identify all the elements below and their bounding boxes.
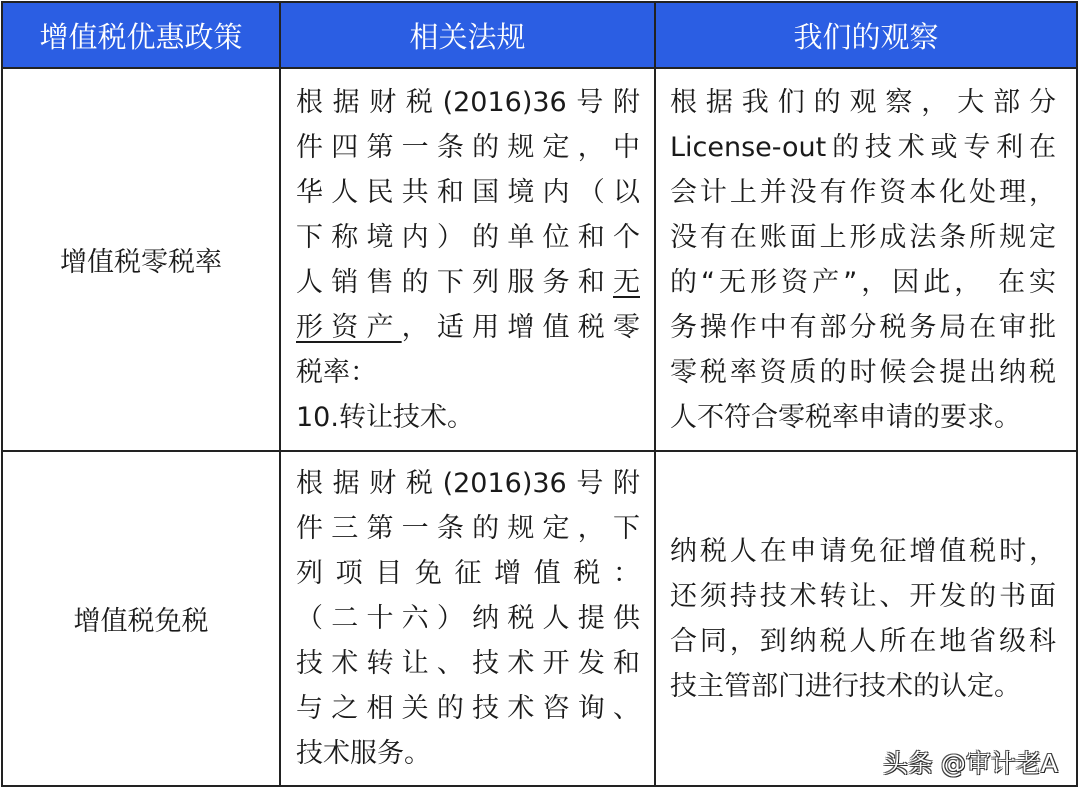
observation-cell (655, 68, 1077, 451)
regulation-cell (280, 68, 655, 451)
regulation-line (296, 350, 640, 395)
observation-line: 根据我们的观察，大部分 (670, 86, 1056, 118)
text-segment: 10.转让技术。 (296, 401, 474, 433)
text-segment: （二十六）纳税人提供 (296, 603, 640, 634)
observation-line: 务操作中有部分税务局在审批 (670, 311, 1056, 343)
text-segment: 税率： (296, 356, 377, 388)
table-row (2, 68, 1077, 451)
observation-line: 合同，到纳税人所在地省级科 (670, 625, 1056, 657)
text-segment: ，适用增值税零 (401, 311, 641, 343)
observation-cell (655, 451, 1077, 786)
tax-policy-table (1, 1, 1078, 787)
text-segment: 技术转让、技术开发和 (296, 648, 640, 679)
observation-line: 纳税人在申请免征增值税时， (670, 535, 1056, 567)
text-segment: 件四第一条的规定，中 (296, 131, 640, 163)
regulation-line (296, 596, 640, 641)
regulation-line (296, 551, 640, 596)
observation-line: 技主管部门进行技术的认定。 (670, 670, 1021, 702)
text-segment: 根据财税(2016)36号附 (296, 86, 640, 118)
regulation-line (296, 395, 640, 440)
observation-line: 没有在账面上形成法条所规定 (670, 221, 1056, 253)
header-policy: 增值税优惠政策 (2, 2, 280, 68)
observation-line: 会计上并没有作资本化处理， (670, 176, 1056, 208)
policy-cell: 增值税零税率 (2, 68, 280, 451)
regulation-line (296, 260, 640, 305)
table-row (2, 451, 1077, 786)
header-observation: 我们的观察 (655, 2, 1077, 68)
text-segment: 根据财税(2016)36号附 (296, 468, 640, 499)
regulation-line (296, 641, 640, 686)
regulation-line (296, 170, 640, 215)
policy-cell: 增值税免税 (2, 451, 280, 786)
regulation-line (296, 461, 640, 506)
underlined-term: 无 (613, 266, 640, 298)
underlined-term: 形资产 (296, 311, 402, 343)
observation-line: 零税率资质的时候会提出纳税 (670, 356, 1056, 388)
observation-line: 人不符合零税率申请的要求。 (670, 401, 1021, 433)
regulation-line (296, 506, 640, 551)
text-segment: 列项目免征增值税： (296, 558, 640, 589)
observation-line: License-out的技术或专利在 (670, 131, 1056, 163)
regulation-line (296, 305, 640, 350)
text-segment: 下称境内）的单位和个 (296, 221, 640, 253)
text-segment: 人销售的下列服务和 (296, 266, 613, 298)
regulation-line (296, 125, 640, 170)
table-header-row (2, 2, 1077, 68)
text-segment: 与之相关的技术咨询、 (296, 693, 640, 724)
text-segment: 件三第一条的规定，下 (296, 513, 640, 544)
observation-line: 还须持技术转让、开发的书面 (670, 580, 1056, 612)
regulation-cell (280, 451, 655, 786)
regulation-line (296, 80, 640, 125)
regulation-line (296, 215, 640, 260)
watermark: 头条 @审计老A (882, 749, 1058, 778)
regulation-line (296, 686, 640, 731)
text-segment: 技术服务。 (296, 738, 431, 769)
header-regulation: 相关法规 (280, 2, 655, 68)
regulation-line (296, 731, 640, 776)
observation-line: 的“无形资产”，因此， 在实 (670, 266, 1056, 298)
text-segment: 华人民共和国境内（以 (296, 176, 640, 208)
